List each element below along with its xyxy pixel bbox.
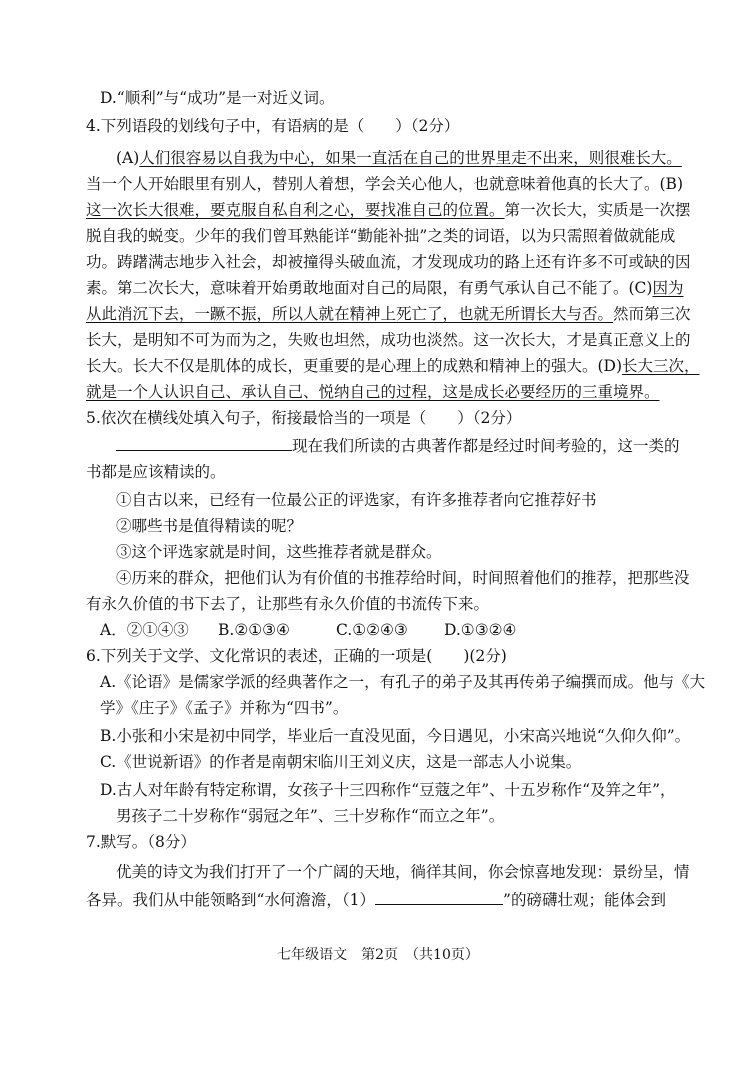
- q4-line-1: (A)人们很容易以自我为中心，如果一直活在自己的世界里走不出来，则很难长大。: [116, 149, 682, 167]
- q4-line-5: 功。踌躇满志地步入社会，却被撞得头破血流，才发现成功的路上还有许多不可或缺的因: [86, 253, 691, 271]
- q5-option-c[interactable]: C.①②④③: [336, 621, 408, 639]
- q6-option-d-line-1: D.古人对年龄有特定称谓，女孩子十三四称作“豆蔻之年”、十五岁称作“及笄之年”，: [100, 781, 676, 799]
- q6-option-a-line-1: A.《论语》是儒家学派的经典著作之一，有孔子的弟子及其再传弟子编撰而成。他与《大: [100, 673, 706, 691]
- q4-stem: 4.下列语段的划线句子中，有语病的是（ ）（2分）: [86, 117, 460, 135]
- underlined-sentence-c-end: 从此消沉下去，一蹶不振，所以人就在精神上死亡了，也就无所谓长大与否。: [86, 305, 614, 323]
- q5-stem: 5.依次在横线处填入句子，衔接最恰当的一项是（ ）（2分）: [86, 409, 522, 427]
- q5-sentence-4a: ④历来的群众，把他们认为有价值的书推荐给时间，时间照着他们的推荐，把那些没: [116, 569, 690, 587]
- page-footer: 七年级语文 第2页 （共10页）: [277, 947, 479, 963]
- q4-line-4: 脱自我的蜕变。少年的我们曾耳熟能详“勤能补拙”之类的词语，以为只需照着做就能成: [86, 227, 676, 245]
- q4-line-7: 从此消沉下去，一蹶不振，所以人就在精神上死亡了，也就无所谓长大与否。然而第三次: [86, 305, 691, 323]
- q5-option-a[interactable]: A．②①④③: [100, 621, 189, 639]
- fill-blank[interactable]: [116, 436, 292, 451]
- q5-options: [100, 620, 690, 640]
- q6-option-a-line-2: 学》《庄子》《孟子》并称为“四书”。: [100, 699, 349, 717]
- q4-line-2: 当一个人开始眼里有别人，替别人着想，学会关心他人，也就意味着他真的长大了。(B): [86, 175, 683, 193]
- q6-option-c: C.《世说新语》的作者是南朝宋临川王刘义庆，这是一部志人小说集。: [100, 753, 582, 771]
- q5-line-1: 现在我们所读的古典著作都是经过时间考验的，这一类的: [116, 436, 690, 456]
- q5-option-b[interactable]: B.②①③④: [218, 621, 290, 639]
- underlined-sentence-d-start: 长大三次，: [622, 357, 700, 375]
- underlined-sentence-d-end: 就是一个人认识自己、承认自己、悦纳自己的过程，这是成长必要经历的三重境界。: [86, 383, 660, 401]
- q4-line-10: [86, 382, 690, 402]
- q4-line-9: 长大。长大不仅是肌体的成长，更重要的是心理上的成熟和精神上的强大。(D)长大三次，: [86, 357, 700, 375]
- q5-line-2: 书都是应该精读的。: [86, 463, 226, 481]
- q5-sentence-1: ①自古以来，已经有一位最公正的评选家，有许多推荐者向它推荐好书: [116, 491, 597, 509]
- q7-stem: 7.默写。（8分）: [86, 833, 196, 851]
- q5-sentence-4b: 有永久价值的书下去了，让那些有永久价值的书流传下来。: [86, 595, 490, 613]
- q6-stem: 6.下列关于文学、文化常识的表述，正确的一项是( )(2分): [86, 647, 507, 665]
- q4-line-6: 素。第二次长大，意味着开始勇敢地面对自己的局限，有勇气承认自己不能了。(C)因为: [86, 279, 684, 297]
- q5-sentence-3: ③这个评选家就是时间，这些推荐者就是群众。: [116, 543, 442, 561]
- q5-option-d[interactable]: D.①③②④: [444, 621, 517, 639]
- q6-option-b: B.小张和小宋是初中同学，毕业后一直没见面，今日遇见，小宋高兴地说“久仰久仰”。: [100, 727, 691, 745]
- underlined-sentence-a: 人们很容易以自我为中心，如果一直活在自己的世界里走不出来，则很难长大。: [139, 149, 682, 167]
- q4-line-8: 长大，是明知不可为而为之，失败也坦然，成功也淡然。这一次长大，才是真正意义上的: [86, 331, 691, 349]
- underlined-sentence-c-start: 因为: [652, 279, 684, 297]
- underlined-sentence-b: 这一次长大很难，要克服自私自利之心，要找准自己的位置。: [86, 201, 505, 219]
- q7-line-1: 优美的诗文为我们打开了一个广阔的天地，徜徉其间，你会惊喜地发现：景纷呈，情: [116, 863, 690, 881]
- q5-sentence-2: ②哪些书是值得精读的呢？: [116, 517, 303, 535]
- dictation-blank-1[interactable]: [375, 890, 503, 905]
- q7-line-2: 各异。我们从中能领略到“水何澹澹，（1） ”的磅礴壮观；能体会到: [86, 891, 666, 909]
- q4-line-3: 这一次长大很难，要克服自私自利之心，要找准自己的位置。第一次长大，实质是一次摆: [86, 201, 691, 219]
- q3-option-d: D.“顺利”与“成功”是一对近义词。: [100, 89, 335, 107]
- q6-option-d-line-2: 男孩子二十岁称作“弱冠之年”、三十岁称作“而立之年”。: [116, 807, 505, 825]
